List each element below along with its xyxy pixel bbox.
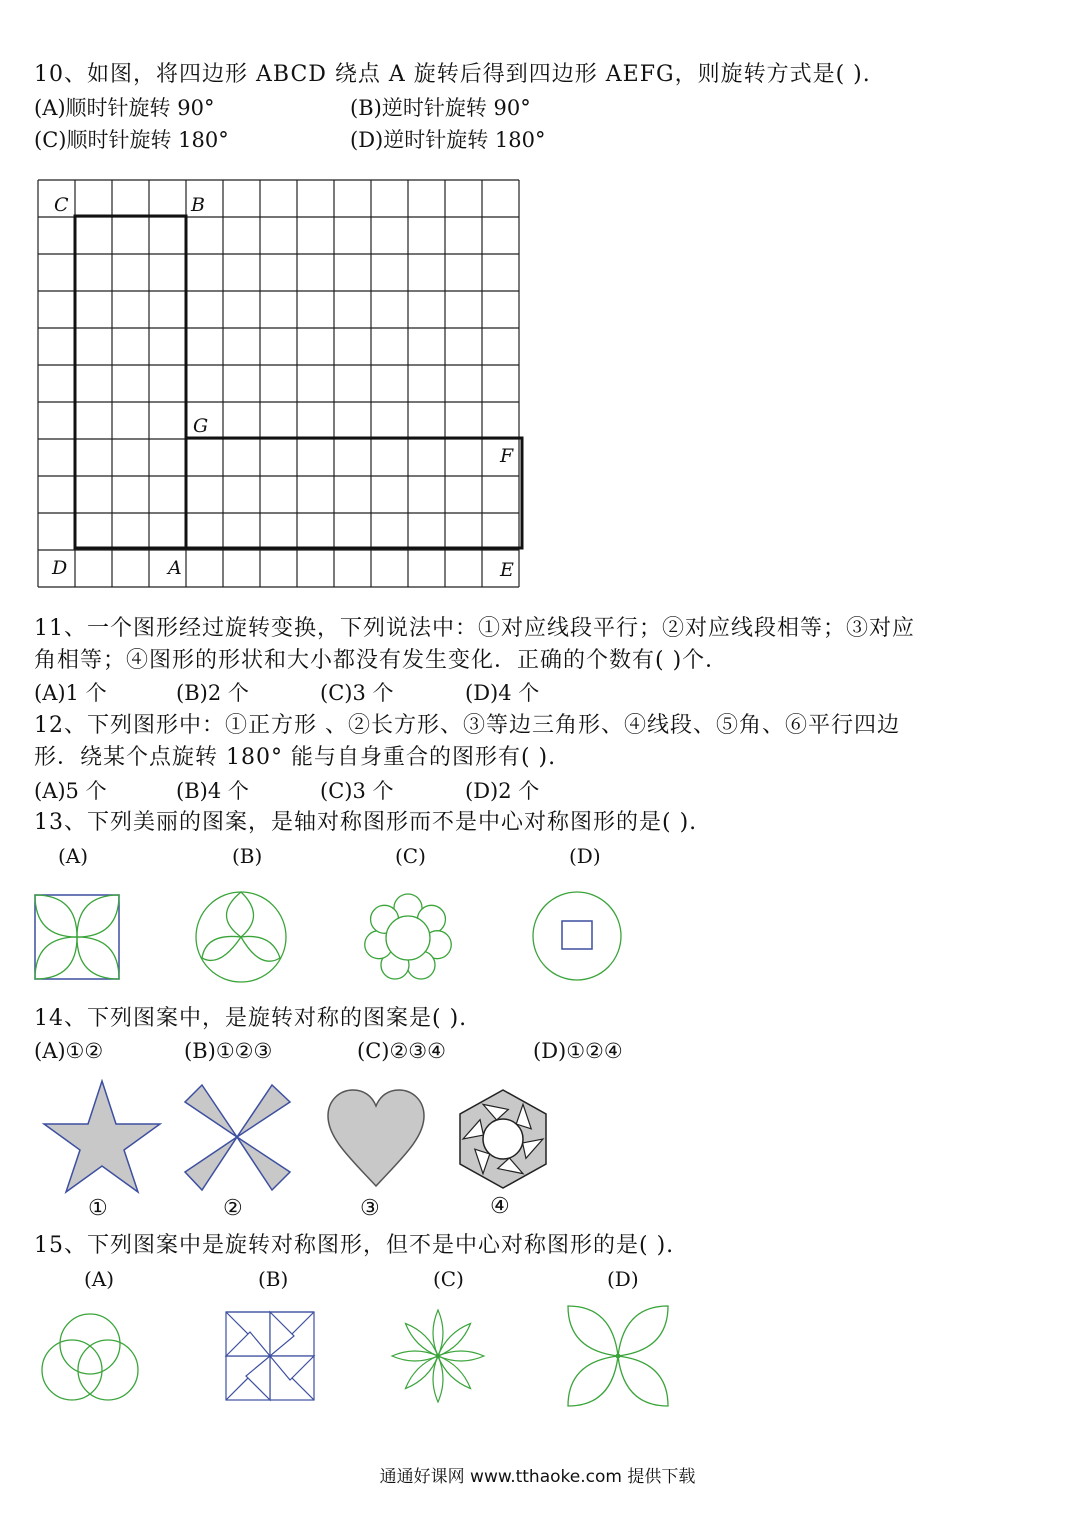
q13-figure-d [528,888,626,986]
q13-figure-c [358,888,458,988]
q13-label-a: (A) [58,844,89,868]
q13-label-c: (C) [395,844,426,868]
q12-option-a: (A)5 个 [34,779,107,803]
label-b: B [191,194,205,216]
q14-figure-windmill [180,1080,295,1195]
q15-label-c: (C) [433,1267,464,1291]
q15-stem: 15、下列图案中是旋转对称图形，但不是中心对称图形的是( ). [34,1233,675,1258]
q13-label-d: (D) [569,844,601,868]
q14-figure-label-1: ① [88,1196,108,1221]
q11-option-c: (C)3 个 [320,681,394,705]
q15-label-a: (A) [84,1267,115,1291]
q15-label-b: (B) [258,1267,289,1291]
q14-figure-hexagon [450,1086,556,1192]
q10-option-c: (C)顺时针旋转 180° [34,128,229,152]
q10-option-a: (A)顺时针旋转 90° [34,96,215,120]
page-footer: 通通好课网 www.tthaoke.com 提供下载 [379,1467,696,1487]
q11-option-a: (A)1 个 [34,681,107,705]
label-f: F [500,445,514,467]
q11-option-d: (D)4 个 [465,681,540,705]
q14-option-c: (C)②③④ [357,1039,446,1063]
label-e: E [500,559,514,581]
q14-figure-label-4: ④ [490,1194,510,1219]
q14-option-b: (B)①②③ [184,1039,273,1063]
q14-figure-label-2: ② [223,1196,243,1221]
q10-grid-figure [36,178,528,590]
label-g: G [193,415,209,437]
q12-option-b: (B)4 个 [176,779,249,803]
q15-figure-d [562,1300,674,1412]
q12-line1: 12、下列图形中：①正方形 、②长方形、③等边三角形、④线段、⑤角、⑥平行四边 [34,713,900,738]
q13-stem: 13、下列美丽的图案，是轴对称图形而不是中心对称图形的是( ). [34,810,698,835]
q14-figure-heart [322,1086,430,1190]
q10-option-b: (B)逆时针旋转 90° [350,96,531,120]
q12-option-c: (C)3 个 [320,779,394,803]
q12-option-d: (D)2 个 [465,779,540,803]
q11-option-b: (B)2 个 [176,681,249,705]
q14-figure-star [40,1078,165,1196]
q14-stem: 14、下列图案中，是旋转对称的图案是( ). [34,1006,468,1031]
quad-aefg [186,438,522,548]
q15-figure-a [38,1306,142,1402]
q14-figure-label-3: ③ [360,1196,380,1221]
q15-label-d: (D) [607,1267,639,1291]
q11-line1: 11、一个图形经过旋转变换，下列说法中：①对应线段平行；②对应线段相等；③对应 [34,616,915,641]
label-a: A [168,557,182,579]
label-d: D [52,557,68,579]
grid-lines [38,180,519,587]
quad-abcd [75,216,186,548]
q13-figure-a [32,892,122,982]
q14-option-d: (D)①②④ [533,1039,623,1063]
q14-option-a: (A)①② [34,1039,104,1063]
q10-option-d: (D)逆时针旋转 180° [350,128,546,152]
label-c: C [54,194,69,216]
q13-label-b: (B) [232,844,263,868]
q10-stem: 10、如图，将四边形 ABCD 绕点 A 旋转后得到四边形 AEFG，则旋转方式是( ). [34,62,871,87]
q11-line2: 角相等；④图形的形状和大小都没有发生变化．正确的个数有( )个． [34,648,729,673]
q13-figure-b [192,888,290,986]
q12-line2: 形．绕某个点旋转 180° 能与自身重合的图形有( ). [34,745,557,770]
q15-figure-b [222,1308,318,1404]
q15-figure-c [386,1304,490,1408]
